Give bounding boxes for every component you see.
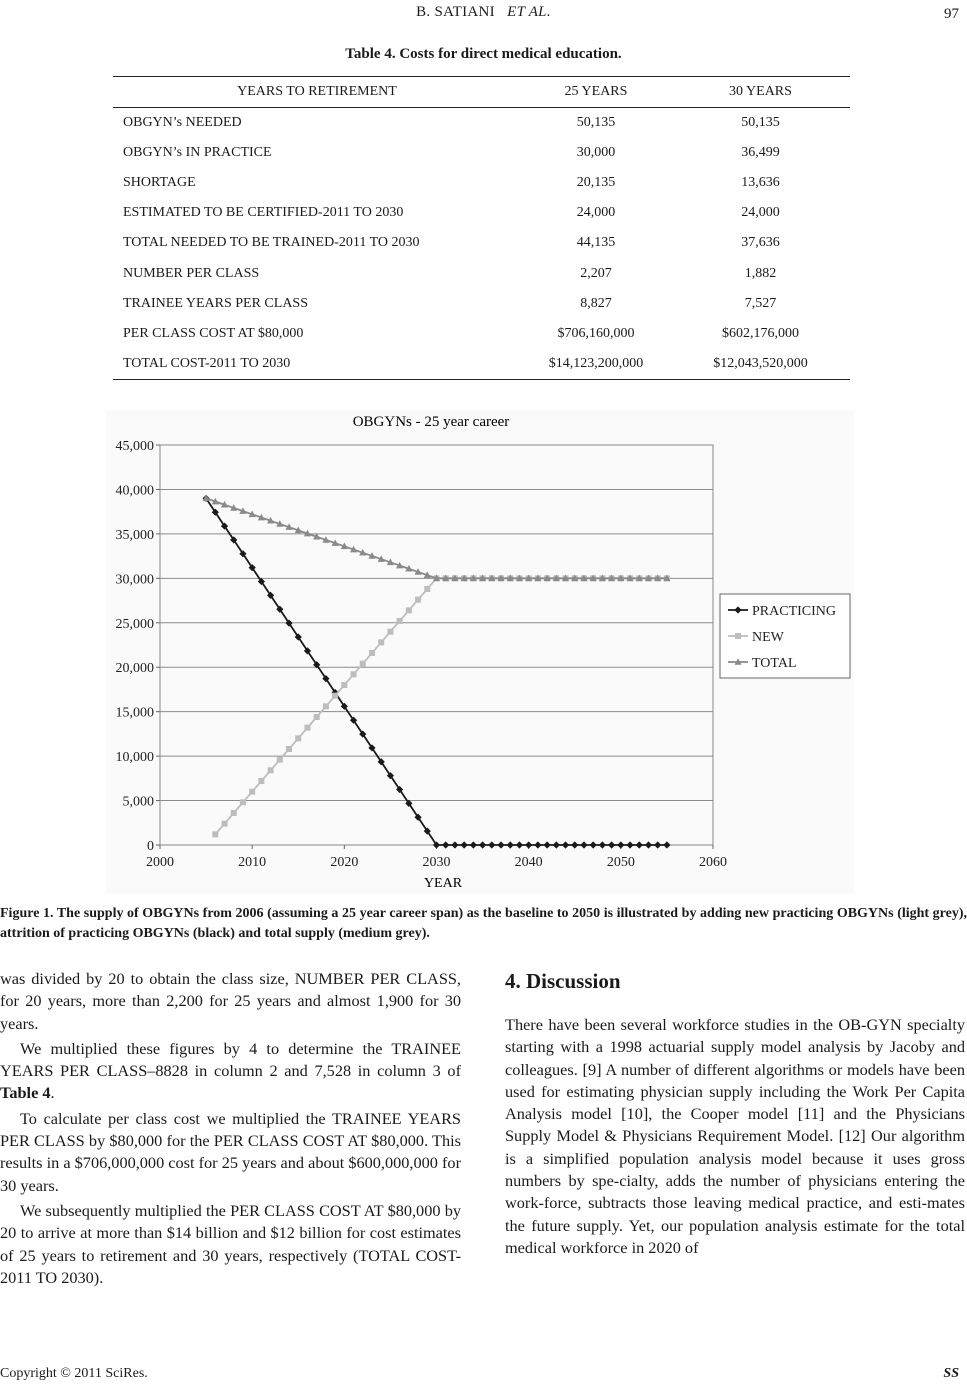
chart-svg — [100, 404, 860, 894]
table-cell: 36,499 — [741, 144, 780, 160]
data-point — [277, 757, 283, 763]
table-header-row — [113, 77, 850, 108]
data-point — [360, 661, 366, 667]
table-cell: 1,882 — [744, 265, 777, 281]
table-reference-link[interactable]: Table 4 — [0, 1083, 51, 1103]
y-tick-label: 40,000 — [115, 483, 154, 499]
y-tick-label: 10,000 — [115, 750, 154, 766]
data-point — [314, 714, 320, 720]
table-cell: $14,123,200,000 — [548, 355, 644, 371]
x-tick-label: 2030 — [422, 855, 451, 870]
figure-caption — [0, 904, 967, 944]
costs-table — [113, 76, 850, 380]
table-header-cell: YEARS TO RETIREMENT — [237, 84, 397, 99]
x-tick-label: 2000 — [146, 855, 174, 870]
data-point — [397, 618, 403, 624]
y-tick-label: 30,000 — [115, 572, 154, 588]
table-cell: 24,000 — [741, 205, 780, 221]
data-point — [286, 746, 292, 752]
table-cell: PER CLASS COST AT $80,000 — [123, 325, 304, 341]
table-cell: 37,636 — [741, 235, 780, 251]
paragraph: We subsequently multiplied the PER CLASS COST AT $80,000 by 20 to arrive at more than $14 billion and $12 billion for cost estimates of 25 years to retirement and 30 years, respectively (TOTAL COST-2011 TO 2030). — [0, 1200, 461, 1287]
table-cell: 2,207 — [580, 265, 612, 281]
y-tick-label: 25,000 — [115, 616, 154, 632]
table-cell: 8,827 — [580, 295, 612, 311]
x-axis-label: YEAR — [423, 876, 463, 891]
table-cell: 30,000 — [576, 144, 616, 160]
table-cell: 20,135 — [576, 174, 616, 190]
table-row — [113, 138, 850, 168]
supply-chart — [100, 404, 860, 894]
table-cell: 13,636 — [741, 174, 780, 190]
data-point — [351, 671, 357, 677]
running-head — [0, 4, 967, 21]
legend-label: PRACTICING — [752, 604, 837, 619]
x-tick-label: 2040 — [514, 855, 543, 870]
table-cell: 24,000 — [576, 205, 616, 221]
paragraph: To calculate per class cost we multiplied the TRAINEE YEARS PER CLASS by $80,000 for the PER CLASS COST AT $80,000. This results in a $706,000,000 cost for 25 years and about $600,000,000 for 30 years. — [0, 1108, 461, 1195]
table-cell: 44,135 — [576, 235, 616, 251]
right-column — [505, 968, 965, 1259]
legend-label: NEW — [752, 630, 784, 645]
y-tick-label: 35,000 — [115, 527, 154, 543]
footer-journal: SS — [943, 1366, 959, 1381]
table-row — [113, 258, 850, 288]
data-point — [387, 629, 393, 635]
figure-caption-text: The supply of OBGYNs from 2006 (assuming a 25 year career span) as the baseline to 2050 is illustrated by adding new practicing OBGYNs (light grey), attrition of practicing OBGYNs (black) and total supply (medium grey). — [0, 906, 967, 941]
data-point — [231, 810, 237, 816]
left-column — [0, 968, 461, 1289]
running-head-etal: ET AL. — [507, 4, 551, 20]
table-row — [113, 168, 850, 198]
data-point — [304, 725, 310, 731]
data-point — [406, 607, 412, 613]
data-point — [268, 767, 274, 773]
data-point — [323, 703, 329, 709]
section-heading: 4. Discussion — [505, 969, 621, 993]
table-cell: SHORTAGE — [123, 174, 196, 190]
page-number: 97 — [944, 6, 959, 22]
table-caption: Table 4. Costs for direct medical education. — [345, 46, 622, 62]
figure-label: Figure 1. — [0, 906, 54, 921]
table-cell: TOTAL COST-2011 TO 2030 — [123, 355, 291, 371]
table-cell: $12,043,520,000 — [713, 355, 808, 371]
data-point — [240, 799, 246, 805]
data-point — [378, 639, 384, 645]
chart-title: OBGYNs - 25 year career — [352, 414, 510, 430]
table-cell: TRAINEE YEARS PER CLASS — [123, 295, 309, 311]
table-row — [113, 228, 850, 258]
y-tick-label: 20,000 — [115, 661, 154, 677]
table-cell: $706,160,000 — [557, 325, 635, 341]
footer-copyright: Copyright © 2011 SciRes. — [0, 1366, 148, 1381]
data-point — [415, 597, 421, 603]
y-tick-label: 45,000 — [115, 439, 154, 454]
table-cell: 50,135 — [576, 114, 616, 130]
data-point — [212, 831, 218, 837]
table-cell: OBGYN’s IN PRACTICE — [123, 144, 272, 160]
data-point — [424, 586, 430, 592]
table-row — [113, 319, 850, 349]
table-row — [113, 289, 850, 319]
table-cell: OBGYN’s NEEDED — [123, 114, 242, 130]
table-row — [113, 108, 850, 138]
data-point — [735, 633, 741, 639]
paragraph-text: . — [50, 1083, 55, 1103]
table-cell: TOTAL NEEDED TO BE TRAINED-2011 TO 2030 — [123, 235, 420, 251]
data-point — [222, 821, 228, 827]
chart-legend — [720, 594, 850, 678]
table-row — [113, 198, 850, 228]
running-head-author: B. SATIANI — [416, 4, 495, 20]
table-row — [113, 349, 850, 379]
paragraph-text: We multiplied these figures by 4 to determine the TRAINEE YEARS PER CLASS–8828 in column 2 and 7,528 in column 3 of — [0, 1038, 461, 1081]
y-tick-label: 15,000 — [115, 705, 154, 721]
paragraph: There have been several workforce studies in the OB-GYN specialty starting with a 1998 actuarial supply model analysis by Jacoby and colleagues. [9] A number of different algorithms or models have been used for estimating physician supply including the Work Per Capita Analysis model [10], the Cooper model [11] and the Physicians Supply Model & Physicians Requirement Model. [12] Our algorithm is a simplified population analysis model because it uses gross numbers by spe-cialty, adds the number of physicians entering the work-force, subtracts those leaving medical practice, and esti-mates the future supply. Yet, our population analysis estimate for the total medical workforce in 2020 of — [505, 1015, 965, 1257]
table-header-cell: 30 YEARS — [729, 84, 792, 99]
data-point — [249, 789, 255, 795]
x-tick-label: 2060 — [699, 855, 727, 870]
data-point — [369, 650, 375, 656]
data-point — [341, 682, 347, 688]
table-cell: 50,135 — [741, 114, 780, 130]
y-tick-label: 0 — [147, 839, 154, 854]
legend-label: TOTAL — [752, 656, 797, 671]
table-cell: ESTIMATED TO BE CERTIFIED-2011 TO 2030 — [123, 205, 404, 221]
x-tick-label: 2020 — [330, 855, 359, 870]
table-cell: $602,176,000 — [722, 325, 799, 341]
table-cell: NUMBER PER CLASS — [123, 265, 260, 281]
x-tick-label: 2050 — [606, 855, 635, 870]
data-point — [295, 735, 301, 741]
y-tick-label: 5,000 — [122, 794, 154, 810]
table-cell: 7,527 — [744, 295, 777, 311]
data-point — [332, 693, 338, 699]
paragraph — [0, 1038, 461, 1105]
x-tick-label: 2010 — [238, 855, 267, 870]
table-header-cell: 25 YEARS — [564, 84, 628, 99]
data-point — [258, 778, 264, 784]
paragraph: was divided by 20 to obtain the class size, NUMBER PER CLASS, for 20 years, more than 2,200 for 25 years and almost 1,900 for 30 years. — [0, 969, 461, 1033]
